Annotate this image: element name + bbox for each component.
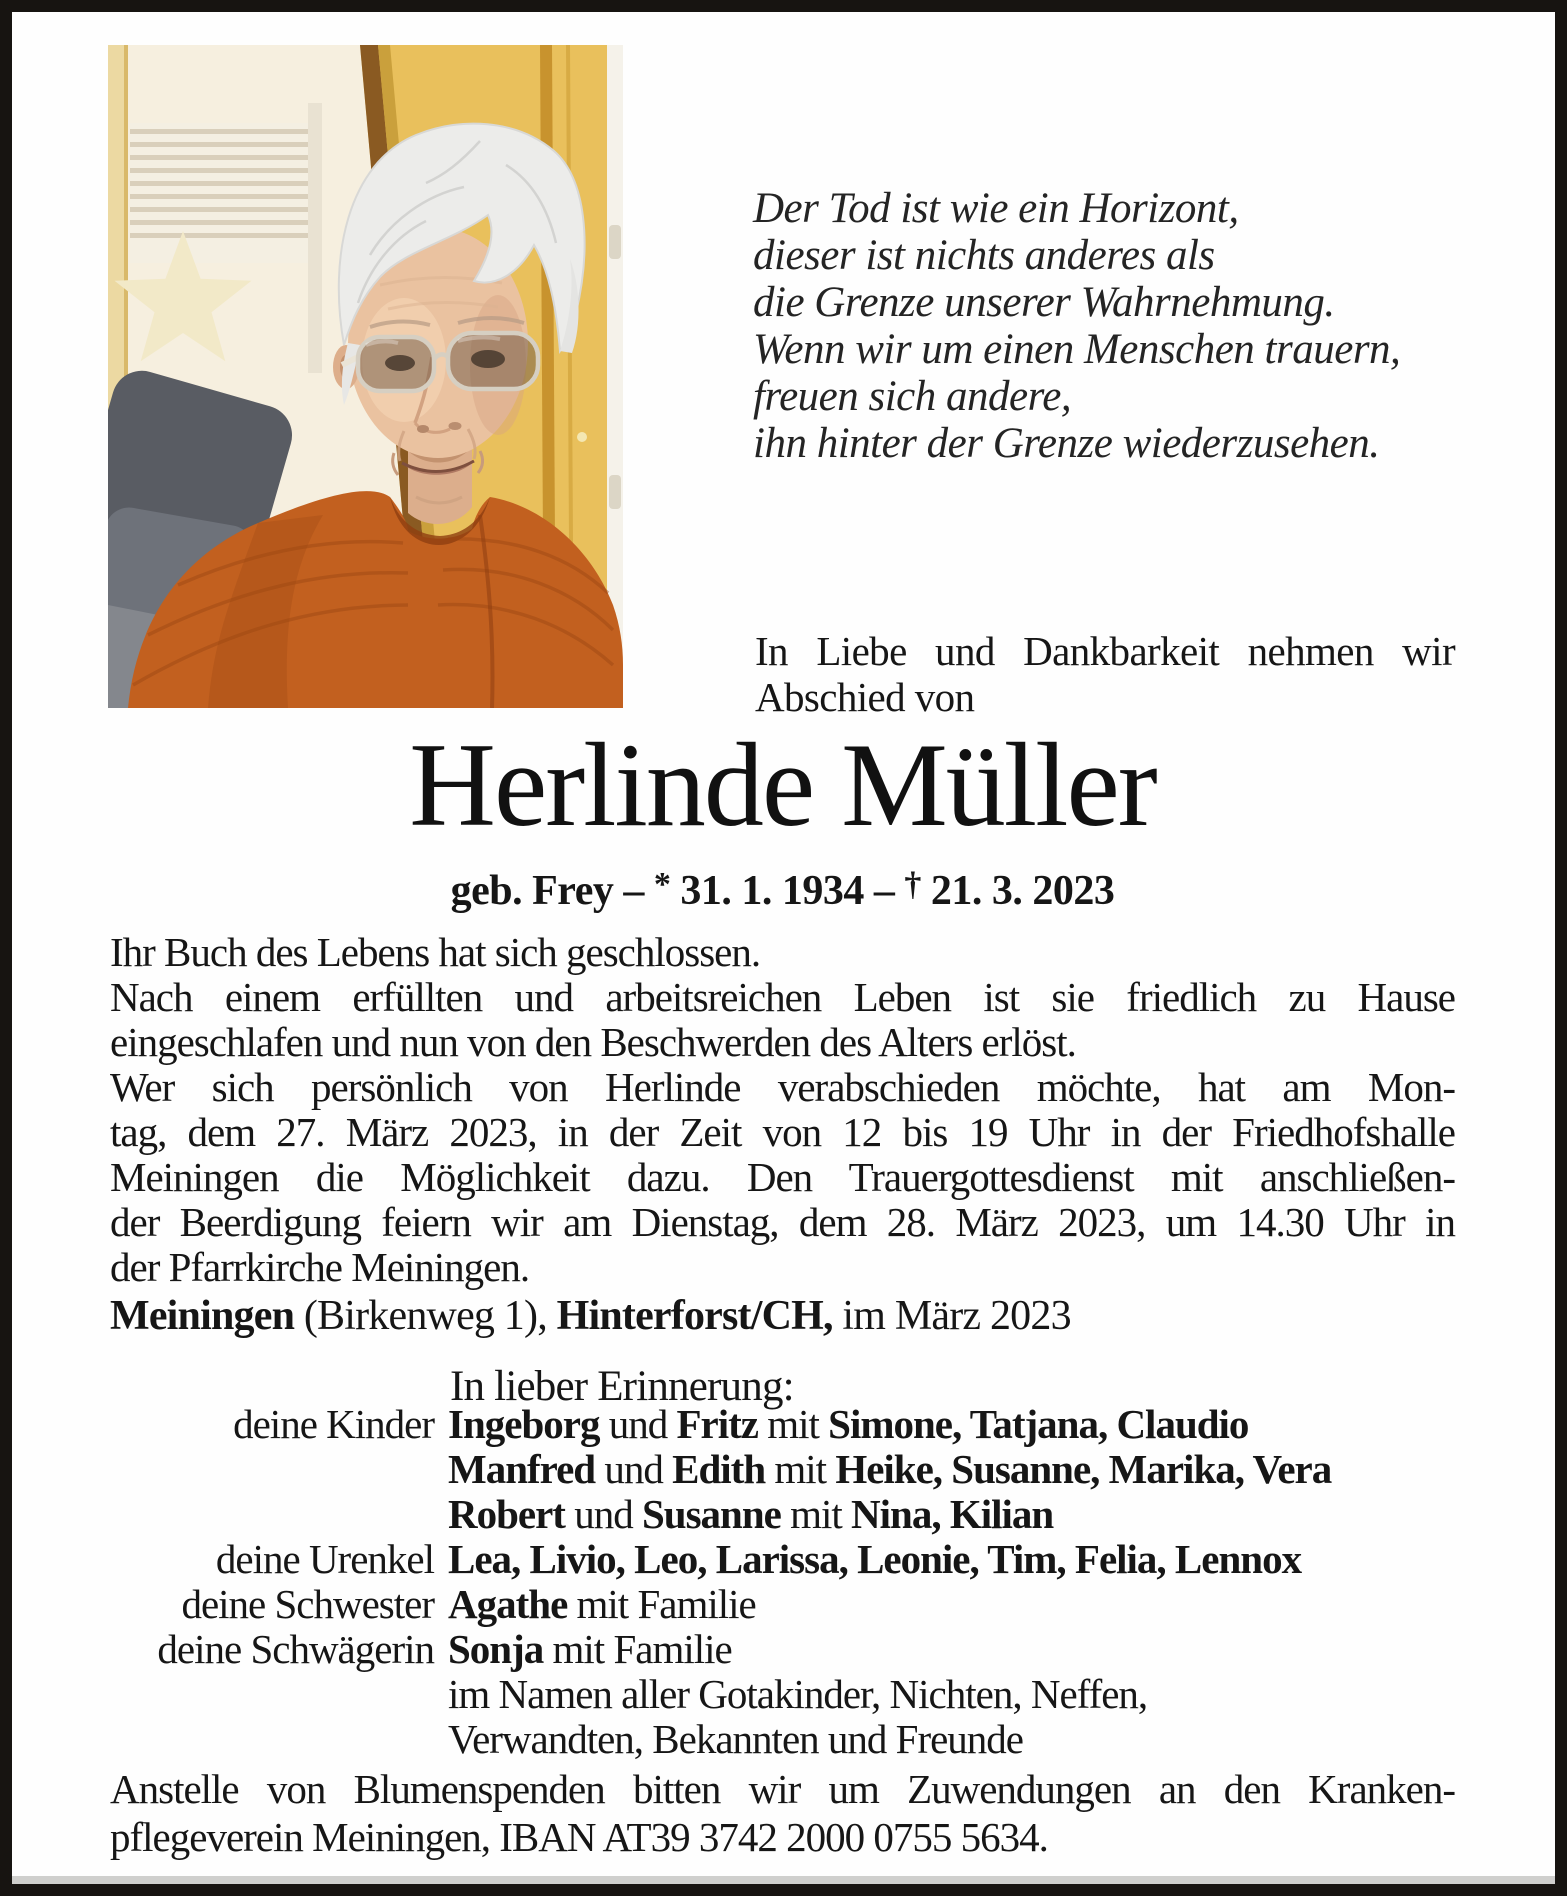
place-secondary: Hinterforst/CH, — [556, 1293, 833, 1339]
farewell-intro-line: Abschied von — [755, 674, 975, 720]
family-label: deine Urenkel — [215, 1536, 434, 1582]
family-row — [110, 1582, 1455, 1627]
family-row — [110, 1717, 1455, 1762]
family-names — [448, 1672, 1455, 1717]
portrait-photo — [108, 45, 623, 708]
family-names — [448, 1537, 1455, 1582]
family-label — [110, 1717, 434, 1762]
deceased-name: Herlinde Müller — [409, 718, 1156, 851]
obituary-line: Nach einem erfüllten und arbeitsreichen Leben ist sie friedlich zu Hause — [110, 974, 1455, 1020]
family-names — [448, 1627, 1455, 1672]
family-label — [110, 1672, 434, 1717]
family-name-bold: Simone, Tatjana, Claudio — [828, 1401, 1249, 1447]
scan-edge-artifact — [12, 1876, 1555, 1884]
poem-line: die Grenze unserer Wahrnehmung. — [753, 279, 1335, 326]
family-label — [110, 1492, 434, 1537]
farewell-intro-line: In Liebe und Dankbarkeit nehmen wir — [755, 628, 1455, 674]
obituary-line: Ihr Buch des Lebens hat sich geschlossen. — [110, 929, 761, 975]
family-connector: und — [599, 1401, 677, 1447]
poem-line: Der Tod ist wie ein Horizont, — [753, 185, 1239, 232]
family-row — [110, 1402, 1455, 1447]
family-names — [448, 1447, 1455, 1492]
memorial-poem — [753, 185, 1463, 467]
family-label: deine Schwester — [181, 1581, 434, 1627]
family-row — [110, 1492, 1455, 1537]
place-month: im März 2023 — [832, 1293, 1071, 1339]
obituary-line: der Pfarrkirche Meiningen. — [110, 1244, 530, 1290]
obituary-line: tag, dem 27. März 2023, in der Zeit von 12 bis 19 Uhr in der Friedhofshalle — [110, 1109, 1455, 1155]
birth-death-line — [110, 866, 1455, 919]
family-name-bold: Ingeborg — [448, 1401, 600, 1447]
donation-line: Anstelle von Blumenspenden bitten wir um Zuwendungen an den Kranken- — [110, 1766, 1455, 1812]
family-label: deine Schwägerin — [157, 1626, 434, 1672]
family-name-bold: Heike, Susanne, Marika, Vera — [835, 1446, 1332, 1492]
family-name-bold: Susanne — [641, 1491, 781, 1537]
obituary-text — [110, 930, 1455, 1290]
place-date-line — [110, 1292, 1455, 1340]
farewell-intro — [755, 628, 1455, 720]
family-connector: und — [564, 1491, 642, 1537]
obituary-line: eingeschlafen und nun von den Beschwerden des Alters erlöst. — [110, 1019, 1076, 1065]
family-row — [110, 1627, 1455, 1672]
birth-date: 31. 1. 1934 – — [670, 868, 905, 914]
family-name-bold: Nina, Kilian — [851, 1491, 1054, 1537]
family-connector: mit Familie — [543, 1626, 732, 1672]
place-address: (Birkenweg 1), — [294, 1293, 557, 1339]
family-row — [110, 1447, 1455, 1492]
poem-line: ihn hinter der Grenze wiederzusehen. — [753, 420, 1380, 467]
family-label: deine Kinder — [233, 1401, 434, 1447]
place-primary: Meiningen — [110, 1293, 295, 1339]
family-name-bold: Manfred — [448, 1446, 596, 1492]
family-names — [448, 1402, 1455, 1447]
family-name-bold: Robert — [448, 1491, 565, 1537]
donation-line: pflegeverein Meiningen, IBAN AT39 3742 2000 0755 5634. — [110, 1814, 1048, 1860]
obituary-line: Meiningen die Möglichkeit dazu. Den Trauergottesdienst mit anschließen- — [110, 1154, 1455, 1200]
obituary-line: der Beerdigung feiern wir am Dienstag, dem 28. März 2023, um 14.30 Uhr in — [110, 1199, 1455, 1245]
death-dagger-symbol: † — [904, 866, 921, 903]
family-text: im Namen aller Gotakinder, Nichten, Neffen, — [448, 1671, 1148, 1717]
family-row — [110, 1537, 1455, 1582]
family-name-bold: Agathe — [448, 1581, 568, 1627]
obituary-line: Wer sich persönlich von Herlinde verabschieden möchte, hat am Mon- — [110, 1064, 1455, 1110]
birth-star-symbol: * — [653, 866, 671, 903]
donation-note — [110, 1765, 1455, 1861]
family-names — [448, 1582, 1455, 1627]
poem-line: freuen sich andere, — [753, 373, 1072, 420]
family-connector: mit — [780, 1491, 852, 1537]
family-list — [110, 1402, 1455, 1762]
birth-name: geb. Frey – — [450, 868, 654, 914]
family-connector: mit — [765, 1446, 836, 1492]
family-label — [110, 1447, 434, 1492]
family-names — [448, 1492, 1455, 1537]
family-row — [110, 1672, 1455, 1717]
poem-line: Wenn wir um einen Menschen trauern, — [753, 326, 1401, 373]
memorial-heading: In lieber Erinnerung: — [450, 1363, 794, 1410]
death-date: 21. 3. 2023 — [920, 868, 1115, 914]
family-name-bold: Fritz — [676, 1401, 758, 1447]
family-text: Verwandten, Bekannten und Freunde — [448, 1716, 1023, 1762]
family-connector: und — [595, 1446, 673, 1492]
family-name-bold: Edith — [672, 1446, 766, 1492]
family-connector: mit — [757, 1401, 829, 1447]
family-name-bold: Sonja — [448, 1626, 544, 1672]
family-names — [448, 1717, 1455, 1762]
family-name-bold: Lea, Livio, Leo, Larissa, Leonie, Tim, Felia, Lennox — [448, 1536, 1302, 1582]
poem-line: dieser ist nichts anderes als — [753, 232, 1215, 279]
family-connector: mit Familie — [567, 1581, 756, 1627]
